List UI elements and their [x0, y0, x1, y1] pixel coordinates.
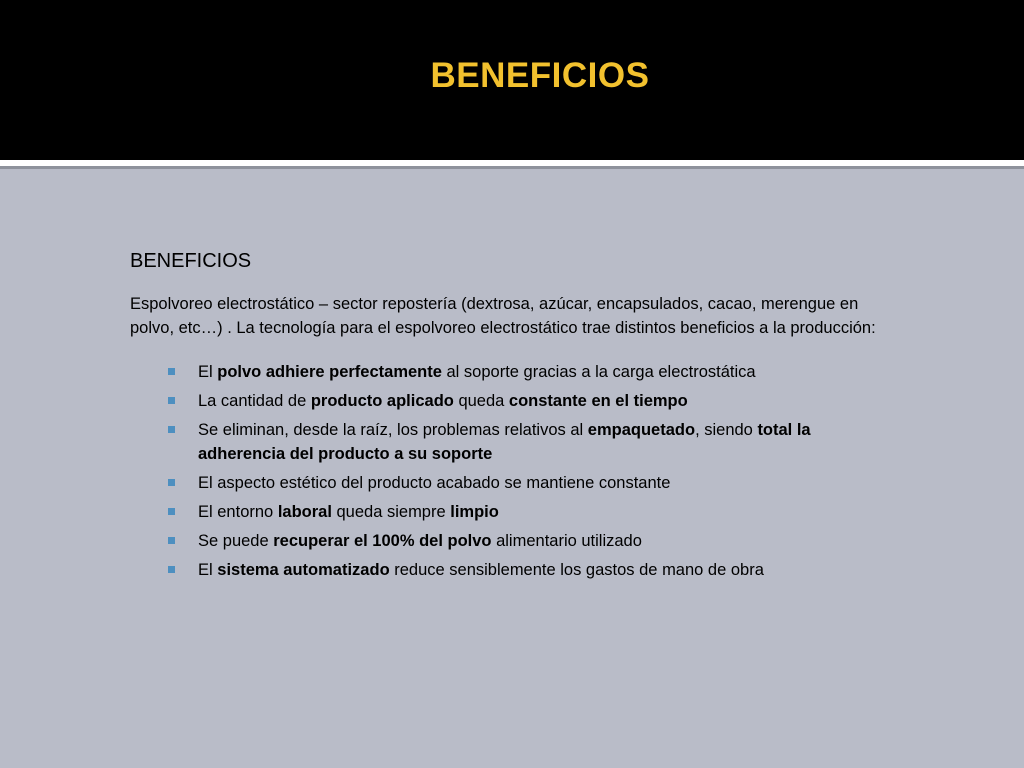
list-item — [130, 471, 890, 495]
bold-text: recuperar el 100% del polvo — [273, 532, 492, 550]
divider-grey — [0, 166, 1024, 169]
text: queda — [453, 392, 509, 410]
text: reduce sensiblemente los gastos de mano de obra — [389, 561, 764, 579]
list-item — [130, 558, 890, 582]
text: El — [198, 363, 218, 381]
square-bullet-icon — [168, 537, 175, 544]
square-bullet-icon — [168, 566, 175, 573]
slide-title: BENEFICIOS — [430, 56, 650, 95]
benefits-list — [130, 360, 890, 582]
bold-text: laboral — [277, 503, 332, 521]
bold-text: polvo adhiere perfectamente — [217, 363, 442, 381]
square-bullet-icon — [168, 397, 175, 404]
list-item — [130, 529, 890, 553]
square-bullet-icon — [168, 368, 175, 375]
text: queda siempre — [331, 503, 451, 521]
text: Se eliminan, desde la raíz, los problemas relativos al — [198, 421, 588, 439]
bold-text: sistema automatizado — [217, 561, 390, 579]
text: La cantidad de — [198, 392, 311, 410]
content-heading: BENEFICIOS — [130, 250, 252, 272]
list-item — [130, 389, 890, 413]
text: al soporte gracias a la carga electrostática — [441, 363, 756, 381]
text: Se puede — [198, 532, 274, 550]
bold-text: total la adherencia del producto a su soporte — [198, 421, 811, 463]
slide-content — [130, 248, 890, 587]
text: , siendo — [695, 421, 758, 439]
square-bullet-icon — [168, 508, 175, 515]
square-bullet-icon — [168, 426, 175, 433]
text: El entorno — [198, 503, 278, 521]
list-item — [130, 500, 890, 524]
list-item — [130, 360, 890, 384]
bold-text: producto aplicado — [310, 392, 454, 410]
text: El — [198, 561, 218, 579]
text: alimentario utilizado — [491, 532, 642, 550]
square-bullet-icon — [168, 479, 175, 486]
text: El aspecto estético del producto acabado se mantiene constante — [198, 474, 671, 492]
bold-text: limpio — [450, 503, 499, 521]
intro-paragraph: Espolvoreo electrostático – sector repostería (dextrosa, azúcar, encapsulados, cacao, merengue en polvo, etc…) . La tecnología para el espolvoreo electrostático trae distintos beneficios a la producción: — [130, 295, 876, 337]
bold-text: constante en el tiempo — [508, 392, 688, 410]
bold-text: empaquetado — [587, 421, 696, 439]
list-item — [130, 418, 890, 466]
